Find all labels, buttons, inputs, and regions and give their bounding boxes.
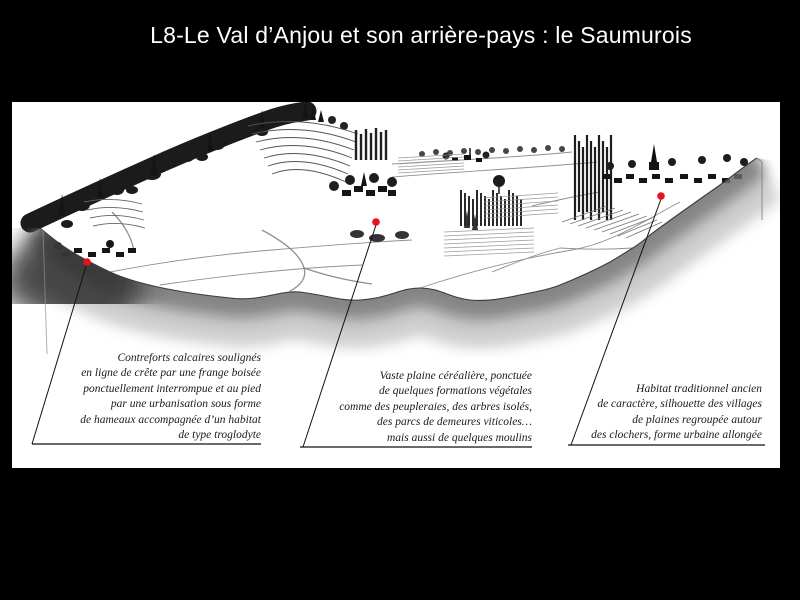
caption-line: de plaines regroupée autour [632,413,762,426]
caption-line: de caractère, silhouette des villages [597,398,762,411]
slide-title: L8-Le Val d’Anjou et son arrière-pays : le Saumurois [150,22,692,48]
caption-line: par une urbanisation sous forme [110,398,261,411]
marker-1 [83,258,91,266]
caption-habitat [558,382,762,444]
isolated-tree [493,175,505,194]
caption-line: des parcs de demeures viticoles… [377,416,532,429]
illustration-panel [12,102,780,468]
caption-plaine [308,369,532,446]
caption-line: Vaste plaine céréalière, ponctuée [379,370,532,382]
roads [112,212,372,291]
caption-line: de hameaux accompagnée d’un habitat [80,413,261,426]
caption-line: de type troglodyte [178,429,261,442]
poplar-grove-centre [356,128,386,160]
bushes-centre [350,210,478,242]
village-right [602,144,748,183]
caption-line: Contreforts calcaires soulignés [117,352,261,364]
caption-line: mais aussi de quelques moulins [386,431,532,444]
caption-line: Habitat traditionnel ancien [636,383,762,395]
village-centre [329,172,397,196]
caption-line: en ligne de crête par une frange boisée [81,367,261,380]
caption-line: comme des peupleraies, des arbres isolés, [339,400,532,413]
caption-line: des clochers, forme urbaine allongée [591,429,762,442]
caption-contreforts [42,351,261,443]
marker-3 [657,192,665,200]
caption-line: de quelques formations végétales [379,385,532,398]
caption-line: ponctuellement interrompue et au pied [83,382,261,395]
markers [83,192,665,266]
marker-2 [372,218,380,226]
